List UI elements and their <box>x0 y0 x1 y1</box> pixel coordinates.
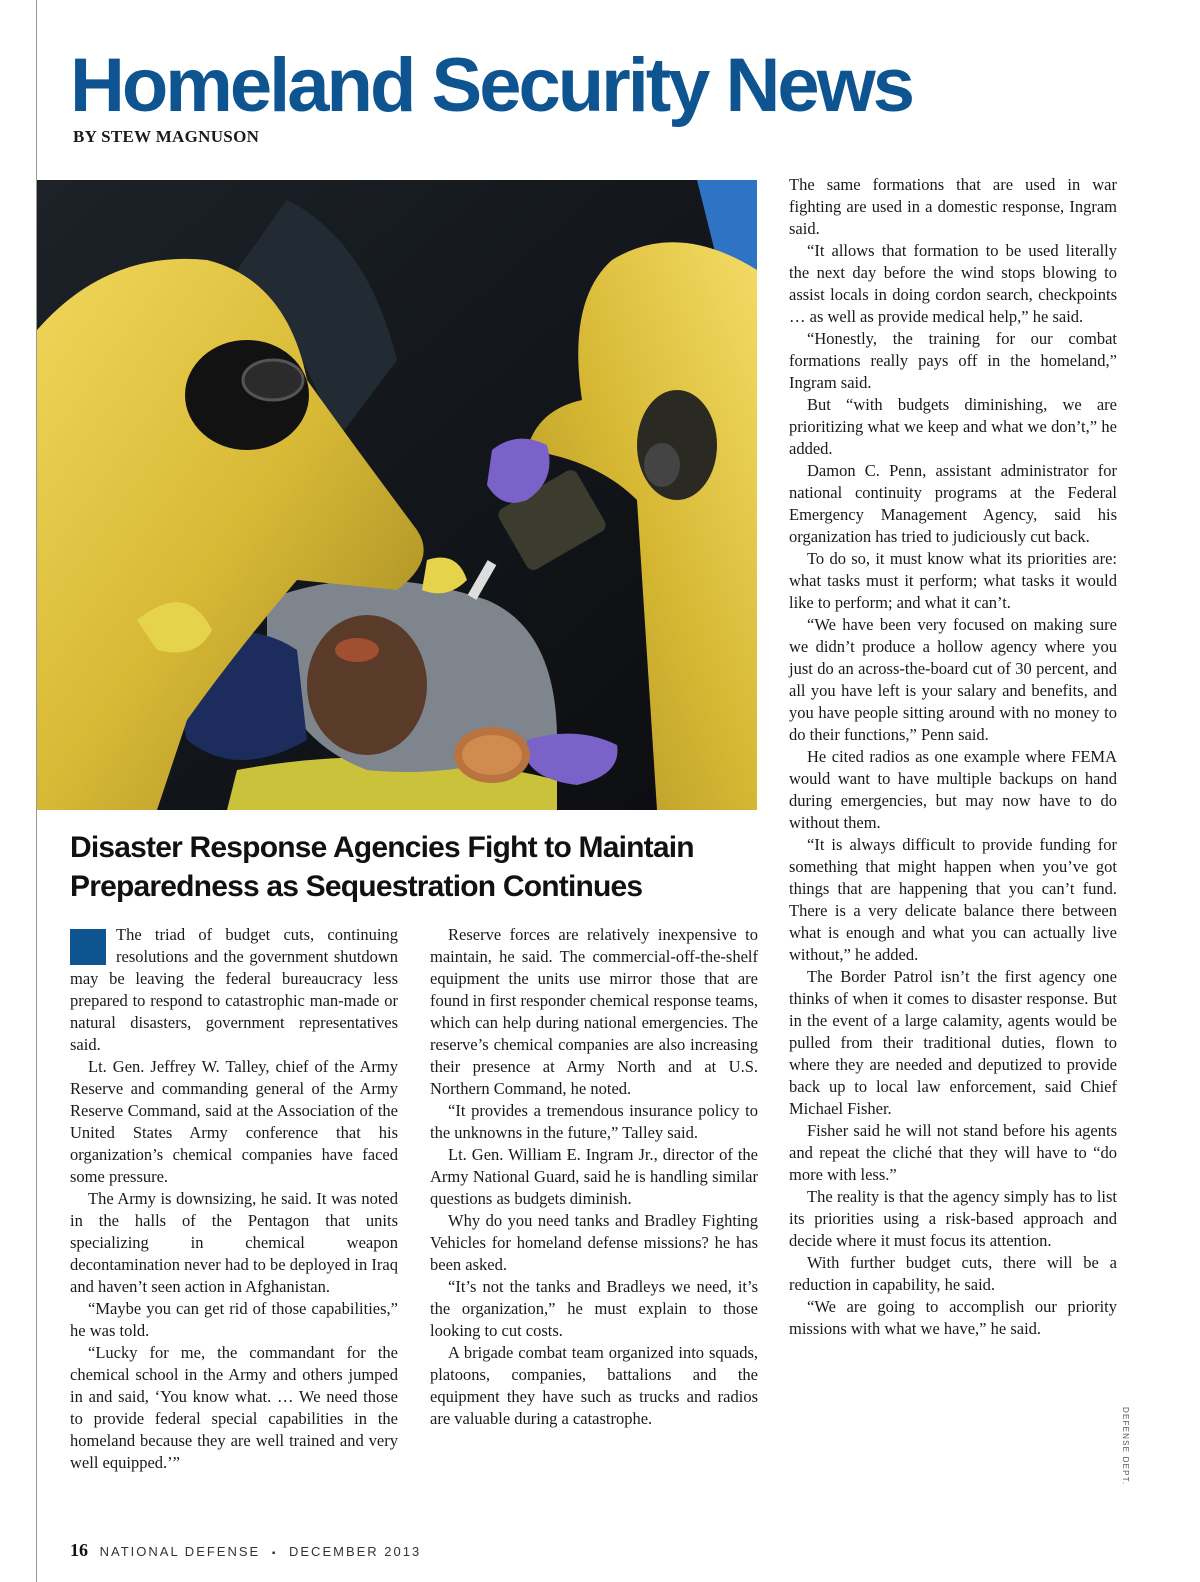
paragraph: The Border Patrol isn’t the first agency one thinks of when it comes to disaster response. But in the event of a large calamity, agents would be pulled from their traditional duties, flown to where they are needed and deputized to provide back up to local law enforcement, said Chief Michael Fisher. <box>789 967 1117 1118</box>
section-marker-square <box>70 929 106 965</box>
paragraph: Why do you need tanks and Bradley Fighting Vehicles for homeland defense missions? he has been asked. <box>430 1211 758 1274</box>
article-photo <box>37 180 757 810</box>
paragraph: Damon C. Penn, assistant administrator for national continuity programs at the Federal Emergency Management Agency, said his organization has tried to judiciously cut back. <box>789 461 1117 546</box>
paragraph: He cited radios as one example where FEMA would want to have multiple backups on hand during emergencies, but may now have to do without them. <box>789 747 1117 832</box>
paragraph: The triad of budget cuts, continuing resolutions and the government shutdown may be leaving the federal bureaucracy less prepared to respond to catastrophic man-made or natural disasters, government representatives said. <box>70 925 398 1054</box>
paragraph: Reserve forces are relatively inexpensive to maintain, he said. The commercial-off-the-shelf equipment the units use mirror those that are found in first responder chemical response teams, which can help during national emergencies. The reserve’s chemical companies are also increasing their presence at Army North and at U.S. Northern Command, he noted. <box>430 925 758 1098</box>
paragraph: Lt. Gen. William E. Ingram Jr., director of the Army National Guard, said he is handling similar questions as budgets diminish. <box>430 1145 758 1208</box>
paragraph: The Army is downsizing, he said. It was noted in the halls of the Pentagon that units specializing in chemical weapon decontamination never had to be deployed in Iraq and haven’t seen action in Afghanistan. <box>70 1189 398 1296</box>
page-number: 16 <box>70 1540 88 1560</box>
footer-separator: ▪ <box>271 1548 278 1559</box>
article-column-3 <box>789 174 1117 1340</box>
page-footer <box>70 1540 421 1561</box>
paragraph: “It’s not the tanks and Bradleys we need, it’s the organization,” he must explain to those looking to cut costs. <box>430 1277 758 1340</box>
paragraph: Lt. Gen. Jeffrey W. Talley, chief of the Army Reserve and commanding general of the Army Reserve Command, said at the Association of the United States Army conference that his organization’s chemical companies have faced some pressure. <box>70 1057 398 1186</box>
article-headline <box>70 828 770 906</box>
paragraph: But “with budgets diminishing, we are prioritizing what we keep and what we don’t,” he added. <box>789 395 1117 458</box>
photo-credit: DEFENSE DEPT. <box>1121 1407 1130 1486</box>
paragraph: “Maybe you can get rid of those capabilities,” he was told. <box>70 1299 398 1340</box>
issue-date: DECEMBER 2013 <box>289 1544 422 1559</box>
paragraph: “We have been very focused on making sure we didn’t produce a hollow agency where you just do an across-the-board cut of 30 percent, and all you have left is your salary and benefits, and you have people sitting around with no money to do their functions,” Penn said. <box>789 615 1117 744</box>
section-masthead: Homeland Security News <box>70 43 913 128</box>
paragraph: A brigade combat team organized into squads, platoons, companies, battalions and the equipment they have such as trucks and radios are valuable during a catastrophe. <box>430 1343 758 1428</box>
paragraph: Fisher said he will not stand before his agents and repeat the cliché that they will have to “do more with less.” <box>789 1121 1117 1184</box>
publication-name: NATIONAL DEFENSE <box>99 1544 261 1559</box>
byline: BY STEW MAGNUSON <box>73 127 260 146</box>
paragraph: “Honestly, the training for our combat formations really pays off in the homeland,” Ingram said. <box>789 329 1117 392</box>
paragraph: The same formations that are used in war fighting are used in a domestic response, Ingram said. <box>789 175 1117 238</box>
paragraph: “It is always difficult to provide funding for something that might happen when you’ve got things that are happening that you can’t fund. There is a very delicate balance there between what is enough and what you can actually live without,” he added. <box>789 835 1117 964</box>
paragraph: “It provides a tremendous insurance policy to the unknowns in the future,” Talley said. <box>430 1101 758 1142</box>
article-column-2 <box>430 924 758 1430</box>
paragraph: “Lucky for me, the commandant for the chemical school in the Army and others jumped in and said, ‘You know what. … We need those to provide federal special capabilities in the homeland because they are well trained and very well equipped.’” <box>70 1343 398 1472</box>
paragraph: The reality is that the agency simply has to list its priorities using a risk-based approach and decide where it must focus its attention. <box>789 1187 1117 1250</box>
article-column-1 <box>70 924 398 1474</box>
paragraph: With further budget cuts, there will be a reduction in capability, he said. <box>789 1253 1117 1294</box>
paragraph: “It allows that formation to be used literally the next day before the wind stops blowing to assist locals in doing cordon search, checkpoints … as well as provide medical help,” he said. <box>789 241 1117 326</box>
headline-line-1: Disaster Response Agencies Fight to Maintain <box>70 831 694 864</box>
paragraph: “We are going to accomplish our priority missions with what we have,” he said. <box>789 1297 1117 1338</box>
headline-line-2: Preparedness as Sequestration Continues <box>70 870 643 903</box>
paragraph: To do so, it must know what its priorities are: what tasks must it perform; what tasks it would like to perform; and what it can’t. <box>789 549 1117 612</box>
